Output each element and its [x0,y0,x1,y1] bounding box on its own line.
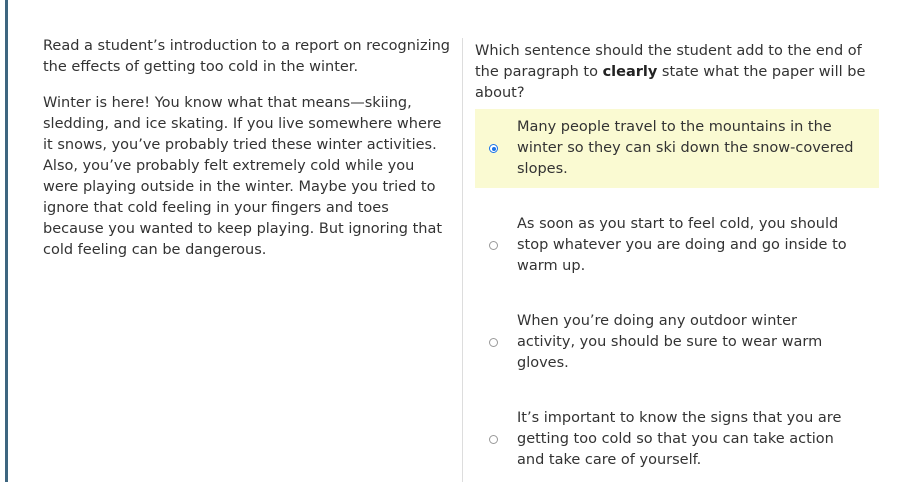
passage-intro: Read a student’s introduction to a report on recognizing the effects of getting too cold in the winter. [43,38,450,75]
radio-icon[interactable] [489,435,498,444]
question-stem [475,41,880,104]
answer-choice-text: It’s important to know the signs that you are getting too cold so that you can take action and take care of yourself. [517,410,842,468]
answer-choice-text: As soon as you start to feel cold, you should stop whatever you are doing and go inside to warm up. [517,216,847,274]
answer-choice-c[interactable] [475,303,879,382]
radio-selected-icon[interactable] [489,144,498,153]
answer-choice-a[interactable] [475,109,879,188]
left-accent-rule [5,0,8,482]
question-emphasis: clearly [602,64,658,80]
passage-body: Winter is here! You know what that means—skiing, sledding, and ice skating. If you live somewhere where it snows, you’ve probably tried these winter activities. Also, you’ve probably felt extremely cold while you were playing outside in the winter. Maybe you tried to ignore that cold feeling in your fingers and toes because you wanted to keep playing. But ignoring that cold feeling can be dangerous. [43,95,443,258]
answer-choice-d[interactable] [475,400,879,479]
answer-choice-b[interactable] [475,206,879,285]
passage-pane [43,36,453,276]
pane-divider [462,38,463,482]
answer-choice-text: Many people travel to the mountains in the winter so they can ski down the snow-covered slopes. [517,119,854,177]
answer-choice-text: When you’re doing any outdoor winter activity, you should be sure to wear warm gloves. [517,313,823,371]
radio-icon[interactable] [489,338,498,347]
question-suffix: state what the paper will be about? [475,64,866,101]
question-prefix: Which sentence should the student add to the end of the paragraph to [475,43,862,80]
radio-icon[interactable] [489,241,498,250]
answer-choices [475,109,879,482]
